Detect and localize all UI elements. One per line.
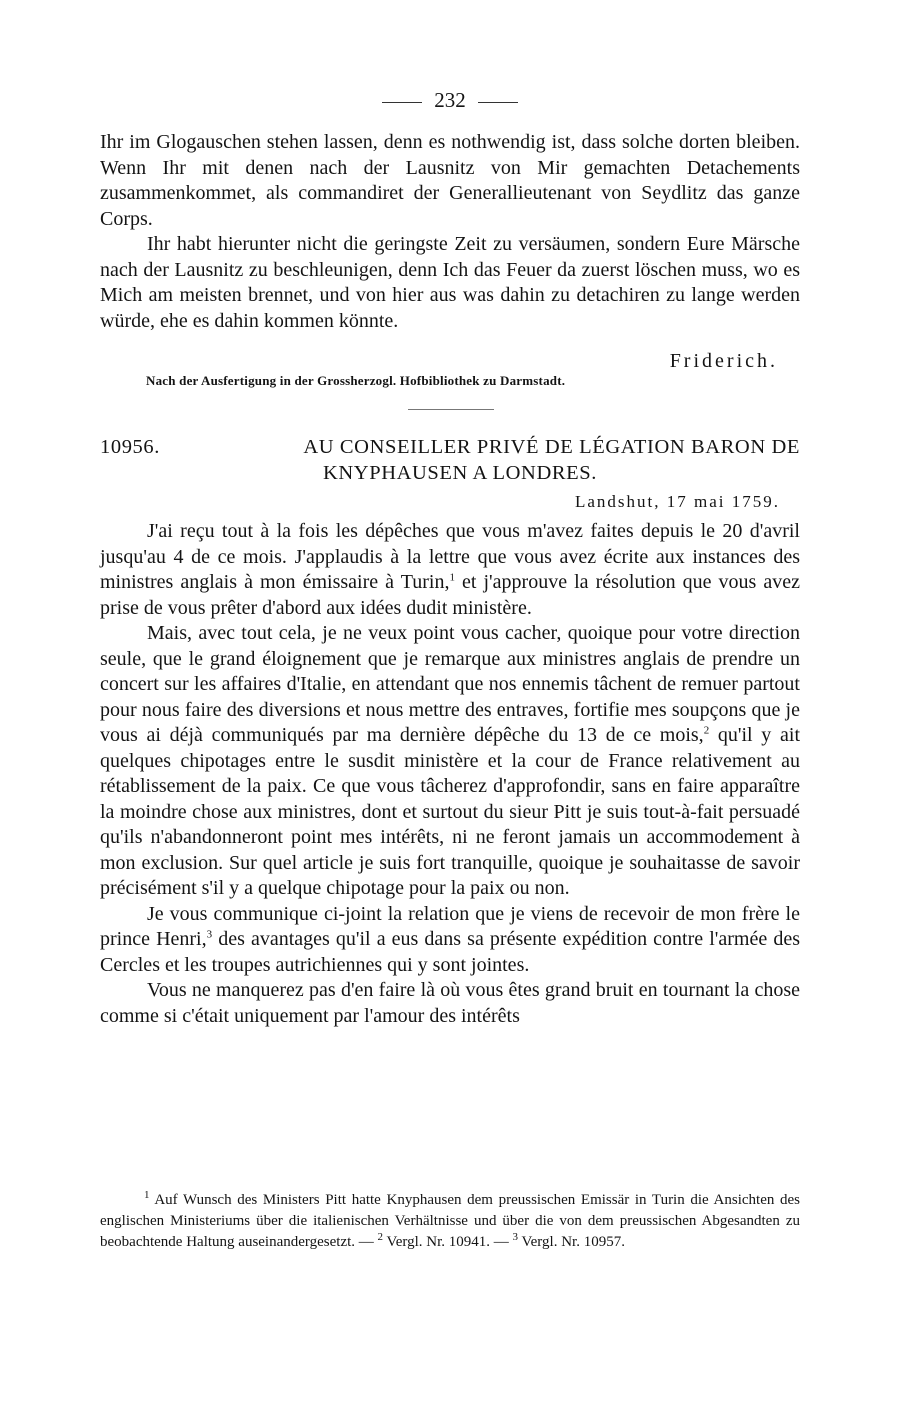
footnote-mark: 3 xyxy=(512,1231,518,1243)
previous-letter-end xyxy=(100,130,800,334)
header-dash-left xyxy=(382,102,422,103)
footnote-text: Vergl. Nr. 10957. xyxy=(518,1234,625,1250)
footnote-mark: 1 xyxy=(144,1189,150,1201)
footnote-text: Vergl. Nr. 10941. — xyxy=(383,1234,513,1250)
paragraph: Ihr im Glogauschen stehen lassen, denn es nothwendig ist, dass solche dorten bleiben. Wenn Ihr mit denen nach der Lausnitz von Mir gemachten Detachements zusammenkommet, als commandiret der Generallieutenant von Seydlitz das ganze Corps. xyxy=(100,131,800,230)
heading-line-1: AU CONSEILLER PRIVÉ DE LÉGATION BARON DE xyxy=(303,436,800,458)
footnote-text: Auf Wunsch des Ministers Pitt hatte Knyphausen dem preussischen Emissär in Turin die Ansichten des englischen Ministeriums über die italienischen Verhältnisse und über die von dem preussischen Abgesandten zu beobachtende Haltung auseinandergesetzt. — xyxy=(100,1192,800,1250)
footnotes xyxy=(100,1190,800,1253)
paragraph-text: Je vous communique ci-joint la relation que je viens de recevoir de mon frère le prince Henri, xyxy=(100,902,800,950)
footnote-ref: 3 xyxy=(206,928,213,941)
paragraph-text: Mais, avec tout cela, je ne veux point vous cacher, quoique pour votre direction seule, que le grand éloignement que je remarque aux ministres anglais de prendre un concert sur les affaires d'Italie, en attendant que nos ennemis tâchent de remuer partout pour nous faire des diversions et nous mettre des entraves, fortifie mes soupçons que je vous ai déjà communiqués par ma dernière dépêche du 13 de ce mois, xyxy=(100,622,800,746)
heading-line-2: KNYPHAUSEN A LONDRES. xyxy=(322,462,597,484)
header-dash-right xyxy=(478,102,518,103)
paragraph-text: J'ai reçu tout à la fois les dépêches que vous m'avez faites depuis le 20 d'avril jusqu'au 4 de ce mois. J'applaudis à la lettre que vous avez écrite aux instances des ministres anglais à mon émissaire à Turin, xyxy=(100,520,800,593)
letter-heading xyxy=(100,434,800,486)
paragraph-text: des avantages qu'il a eus dans sa présente expédition contre l'armée des Cercles et les troupes autrichiennes qui y sont jointes. xyxy=(100,928,800,976)
page-header xyxy=(0,86,900,114)
letter-number: 10956. xyxy=(100,436,160,458)
section-separator xyxy=(408,409,494,410)
footnote-ref: 2 xyxy=(703,724,710,737)
page-number: 232 xyxy=(434,88,466,112)
paragraph xyxy=(100,902,800,979)
paragraph: Ihr habt hierunter nicht die geringste Zeit zu versäumen, sondern Eure Märsche nach der Lausnitz zu beschleunigen, denn Ich das Feuer da zuerst löschen muss, wo es Mich am meisten brennet, und von hier aus was dahin zu detachiren zu lange werden würde, ehe es dahin kommen könnte. xyxy=(100,233,800,332)
paragraph-text: et j'approuve la résolution que vous avez prise de vous prêter d'abord aux idées dudit ministère. xyxy=(100,571,801,619)
letter-body xyxy=(100,519,800,1029)
footnote-mark: 2 xyxy=(377,1231,384,1243)
paragraph xyxy=(100,621,800,902)
paragraph-text: qu'il y ait quelques chipotages entre le susdit ministère et la cour de France relativement au rétablissement de la paix. Ce que vous tâcherez d'approfondir, sans en faire apparaître la moindre chose aux ministres, dont et surtout du sieur Pitt je suis tout-à-fait persuadé qu'ils n'abandonneront point mes intérêts, ni ne feront jamais un accommodement à mon exclusion. Sur quel article je suis fort tranquille, quoique je souhaitasse de savoir précisément s'il y a quelque chipotage pour la paix ou non. xyxy=(100,724,801,899)
paragraph: Vous ne manquerez pas d'en faire là où vous êtes grand bruit en tournant la chose comme si c'était uniquement par l'amour des intérêts xyxy=(100,979,800,1027)
place-date: Landshut, 17 mai 1759. xyxy=(574,492,780,511)
source-note: Nach der Ausfertigung in der Grossherzogl. Hofbibliothek zu Darmstadt. xyxy=(146,373,566,388)
signature: Friderich. xyxy=(669,350,778,372)
footnote-ref: 1 xyxy=(449,571,455,584)
paragraph xyxy=(100,519,800,621)
